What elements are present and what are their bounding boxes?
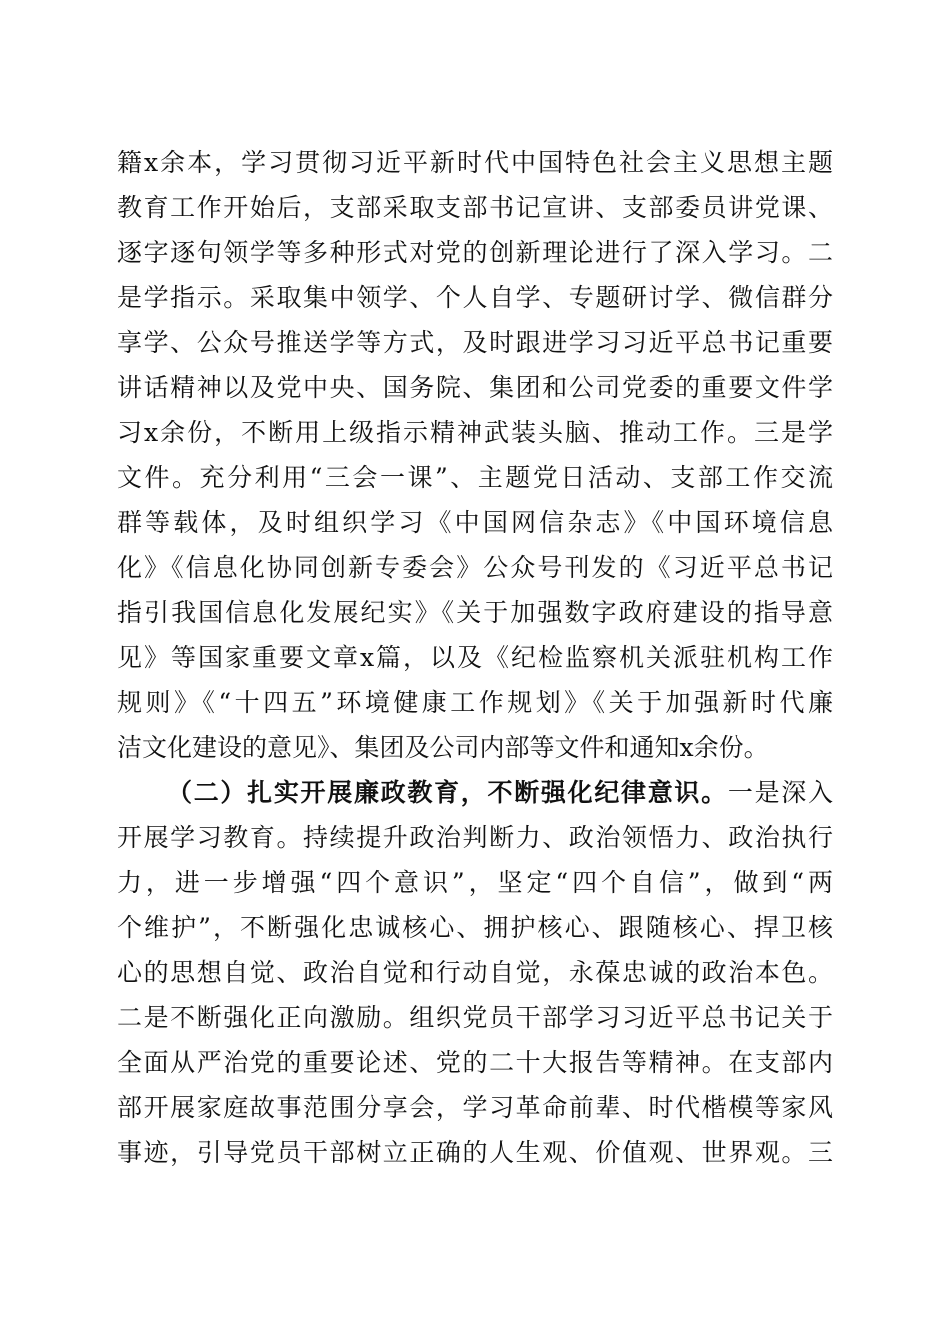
text-line: 全面从严治党的重要论述、党的二十大报告等精神。在支部内	[117, 1048, 833, 1077]
paragraph-integrity-education	[117, 770, 833, 1175]
text-line: 化》《信息化协同创新专委会》公众号刊发的《习近平总书记	[117, 553, 833, 582]
text-line: 开展学习教育。持续提升政治判断力、政治领悟力、政治执行	[117, 823, 833, 852]
text-line: 心的思想自觉、政治自觉和行动自觉，永葆忠诚的政治本色。	[117, 958, 833, 987]
section-heading-line	[117, 770, 833, 815]
text-line: 讲话精神以及党中央、国务院、集团和公司党委的重要文件学	[117, 373, 833, 402]
text-line: 力，进一步增强“四个意识”，坚定“四个自信”，做到“两	[117, 868, 833, 897]
paragraph-study-theory	[117, 140, 833, 770]
text-line: 文件。充分利用“三会一课”、主题党日活动、支部工作交流	[117, 463, 833, 492]
text-line: 教育工作开始后，支部采取支部书记宣讲、支部委员讲党课、	[117, 193, 833, 222]
text-line: 个维护”，不断强化忠诚核心、拥护核心、跟随核心、捍卫核	[117, 913, 833, 942]
text-line: 籍x余本，学习贯彻习近平新时代中国特色社会主义思想主题	[117, 148, 833, 177]
heading-line-rest: 一是深入	[727, 778, 833, 807]
body-text	[117, 140, 833, 1175]
text-line: 见》等国家重要文章x篇，以及《纪检监察机关派驻机构工作	[117, 643, 833, 672]
text-line: 习x余份，不断用上级指示精神武装头脑、推动工作。三是学	[117, 418, 833, 447]
text-line: 事迹，引导党员干部树立正确的人生观、价值观、世界观。三	[117, 1138, 833, 1167]
text-line: 洁文化建设的意见》、集团及公司内部等文件和通知x余份。	[117, 733, 769, 762]
text-line: 指引我国信息化发展纪实》《关于加强数字政府建设的指导意	[117, 598, 833, 627]
text-line: 享学、公众号推送学等方式，及时跟进学习习近平总书记重要	[117, 328, 833, 357]
text-line: 逐字逐句领学等多种形式对党的创新理论进行了深入学习。二	[117, 238, 833, 267]
text-line: 规则》《“十四五”环境健康工作规划》《关于加强新时代廉	[117, 688, 833, 717]
text-line: 部开展家庭故事范围分享会，学习革命前辈、时代楷模等家风	[117, 1093, 833, 1122]
section-heading: （二）扎实开展廉政教育，不断强化纪律意识。	[167, 778, 728, 807]
text-line: 群等载体，及时组织学习《中国网信杂志》《中国环境信息	[117, 508, 833, 537]
text-line: 二是不断强化正向激励。组织党员干部学习习近平总书记关于	[117, 1003, 833, 1032]
text-line: 是学指示。采取集中领学、个人自学、专题研讨学、微信群分	[117, 283, 833, 312]
